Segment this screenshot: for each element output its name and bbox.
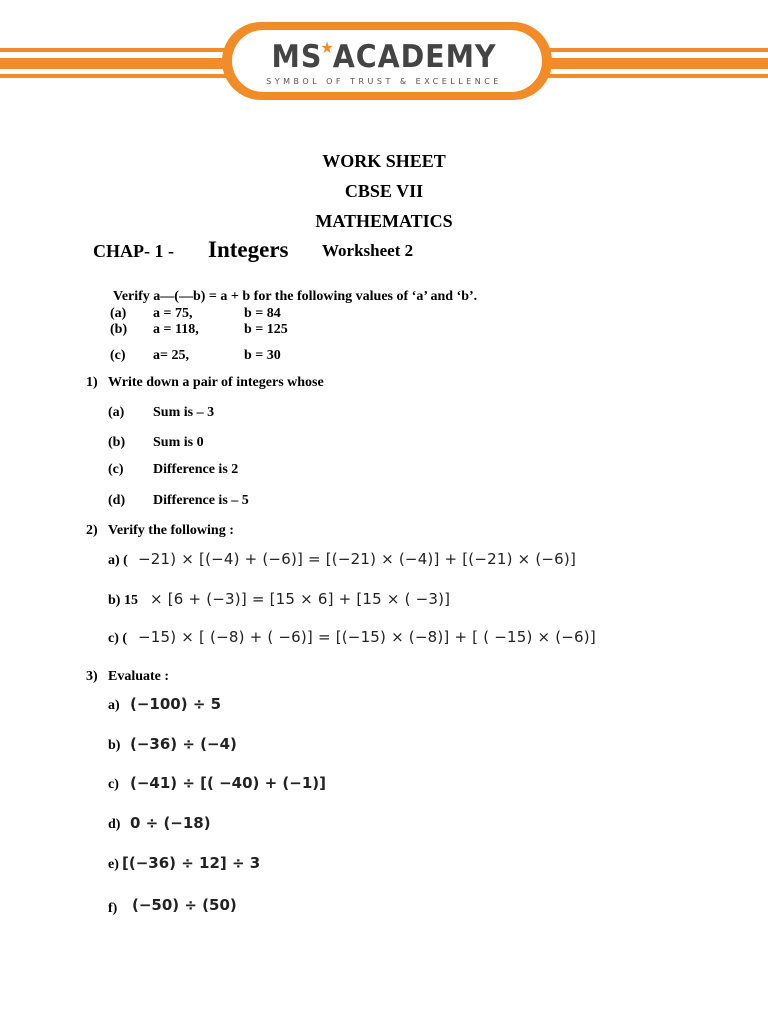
intro-item-a: a = 75, <box>153 306 193 321</box>
q3-expression: 0 ÷ (−18) <box>130 814 211 832</box>
q3-expression: (−50) ÷ (50) <box>132 896 237 914</box>
intro-item-a: a = 118, <box>153 322 199 337</box>
q3-item-label: e) <box>108 857 119 872</box>
question-number: 2) <box>86 523 98 538</box>
q3-item-label: f) <box>108 901 118 916</box>
q1-item-text: Difference is – 5 <box>153 493 249 508</box>
q2-item-label: c) ( <box>108 631 128 646</box>
q1-item-label: (d) <box>108 493 126 508</box>
question-number: 3) <box>86 669 98 684</box>
logo-tagline: SYMBOL OF TRUST & EXCELLENCE <box>266 77 502 86</box>
intro-item-label: (a) <box>110 306 127 321</box>
q3-item-label: d) <box>108 817 121 832</box>
question-prompt: Verify the following : <box>108 523 234 538</box>
q2-item-label: b) 15 <box>108 593 138 608</box>
chapter-title: Integers <box>208 237 289 262</box>
q1-item-label: (b) <box>108 435 126 450</box>
q3-item-label: a) <box>108 698 120 713</box>
subject-title: MATHEMATICS <box>315 211 453 231</box>
logo-wordmark: MS★ACADEMY <box>271 38 497 75</box>
q2-item-label: a) ( <box>108 553 128 568</box>
q3-item-label: c) <box>108 777 119 792</box>
q1-item-label: (c) <box>108 462 124 477</box>
intro-item-b: b = 84 <box>244 306 281 321</box>
q2-expression: × [6 + (−3)] = [15 × 6] + [15 × ( −3)] <box>150 590 451 608</box>
intro-item-a: a= 25, <box>153 348 189 363</box>
intro-prompt: Verify a—(—b) = a + b for the following values of ‘a’ and ‘b’. <box>113 289 478 304</box>
q3-expression: [(−36) ÷ 12] ÷ 3 <box>122 854 261 872</box>
intro-item-label: (b) <box>110 322 128 337</box>
class-title: CBSE VII <box>344 181 424 201</box>
q1-item-text: Sum is – 3 <box>153 405 215 420</box>
intro-item-label: (c) <box>110 348 126 363</box>
q2-expression: −15) × [ (−8) + ( −6)] = [(−15) × (−8)] + [ ( −15) × (−6)] <box>138 628 596 646</box>
worksheet-title: WORK SHEET <box>322 151 446 171</box>
q3-item-label: b) <box>108 738 121 753</box>
star-icon: ★ <box>320 38 335 57</box>
chapter-label: CHAP- 1 - <box>93 241 174 261</box>
intro-item-b: b = 30 <box>244 348 281 363</box>
q3-expression: (−100) ÷ 5 <box>130 695 222 713</box>
q1-item-text: Sum is 0 <box>153 435 204 450</box>
worksheet-number: Worksheet 2 <box>322 241 414 260</box>
q3-expression: (−41) ÷ [( −40) + (−1)] <box>130 774 326 792</box>
question-prompt: Write down a pair of integers whose <box>108 375 324 390</box>
intro-item-b: b = 125 <box>244 322 288 337</box>
q2-expression: −21) × [(−4) + (−6)] = [(−21) × (−4)] + [(−21) × (−6)] <box>138 550 577 568</box>
q1-item-text: Difference is 2 <box>153 462 239 477</box>
question-prompt: Evaluate : <box>108 669 170 684</box>
question-number: 1) <box>86 375 98 390</box>
q3-expression: (−36) ÷ (−4) <box>130 735 237 753</box>
q1-item-label: (a) <box>108 405 125 420</box>
academy-banner <box>0 0 768 110</box>
